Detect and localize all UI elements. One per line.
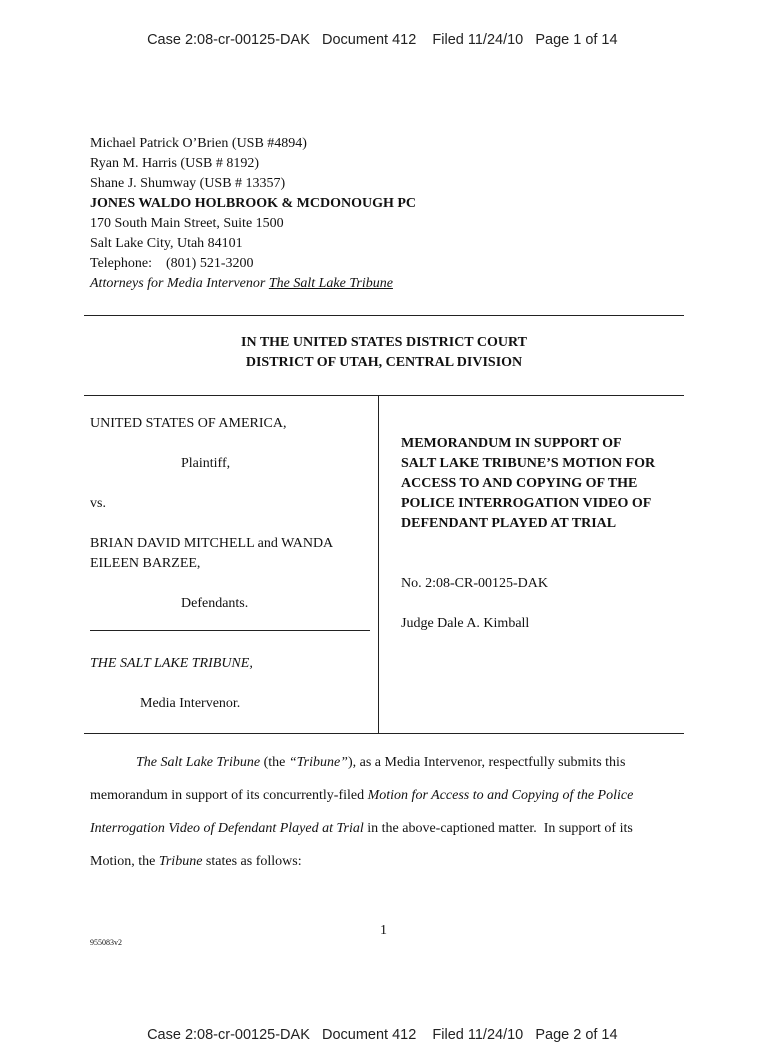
memorandum-title-line: ACCESS TO AND COPYING OF THE xyxy=(401,476,638,491)
client-name: The Salt Lake Tribune xyxy=(268,276,393,291)
court-heading xyxy=(84,333,684,373)
header-document: Document 412 xyxy=(321,1027,417,1043)
body-line-4 xyxy=(90,852,302,872)
document-id: 955083v2 xyxy=(90,938,122,947)
memorandum-title xyxy=(401,434,701,534)
body-line-3 xyxy=(90,819,633,839)
memorandum-title-line: POLICE INTERROGATION VIDEO OF xyxy=(401,496,652,511)
memorandum-title-line: SALT LAKE TRIBUNE’S MOTION FOR xyxy=(401,456,656,471)
body-text: states as follows: xyxy=(202,854,302,869)
caption-bottom-rule xyxy=(84,733,684,734)
page-number: 1 xyxy=(380,923,387,938)
court-name: IN THE UNITED STATES DISTRICT COURT xyxy=(241,335,527,350)
firm-address-line: 170 South Main Street, Suite 1500 xyxy=(90,216,284,231)
header-filed: Filed 11/24/10 xyxy=(432,32,524,48)
firm-telephone: Telephone: (801) 521-3200 xyxy=(90,256,254,271)
header-case-number: Case 2:08-cr-00125-DAK xyxy=(147,1027,310,1043)
intervenor-name: THE SALT LAKE TRIBUNE, xyxy=(90,656,253,671)
motion-title-cont: Interrogation Video of Defendant Played at Trial xyxy=(90,821,364,836)
body-text: memorandum in support of its concurrently-filed xyxy=(90,788,368,803)
memorandum-title-line: DEFENDANT PLAYED AT TRIAL xyxy=(401,516,617,531)
header-document: Document 412 xyxy=(321,32,417,48)
caption-top-rule xyxy=(84,395,684,396)
intervenor-role: Media Intervenor. xyxy=(140,696,241,711)
tribune-name: The Salt Lake Tribune xyxy=(136,755,261,770)
defendants-role: Defendants. xyxy=(181,596,249,611)
plaintiff-name: UNITED STATES OF AMERICA, xyxy=(90,416,287,431)
counsel-line: Ryan M. Harris (USB # 8192) xyxy=(90,156,259,171)
defendants-name-cont: EILEEN BARZEE, xyxy=(90,556,201,571)
court-top-rule xyxy=(84,315,684,316)
header-page: Page 1 of 14 xyxy=(535,32,618,48)
counsel-block xyxy=(90,134,416,294)
body-text: Motion, the xyxy=(90,854,159,869)
page-2-header xyxy=(139,1011,618,1043)
attorneys-for-text: Attorneys for Media Intervenor xyxy=(90,276,269,291)
attorneys-for-line xyxy=(90,274,416,294)
plaintiff-role: Plaintiff, xyxy=(181,456,231,471)
page-header xyxy=(139,16,618,48)
header-filed: Filed 11/24/10 xyxy=(432,1027,524,1043)
versus: vs. xyxy=(90,496,106,511)
header-case-number: Case 2:08-cr-00125-DAK xyxy=(147,32,310,48)
body-text: ), as a Media Intervenor, respectfully submits this xyxy=(347,755,626,770)
body-text: (the xyxy=(260,755,289,770)
law-firm-name: JONES WALDO HOLBROOK & MCDONOUGH PC xyxy=(90,196,417,211)
body-line-2 xyxy=(90,786,633,806)
counsel-line: Michael Patrick O’Brien (USB #4894) xyxy=(90,136,307,151)
tribune-short-name: Tribune xyxy=(158,854,203,869)
memorandum-title-line: MEMORANDUM IN SUPPORT OF xyxy=(401,436,622,451)
judge-name: Judge Dale A. Kimball xyxy=(401,616,530,631)
caption-divider xyxy=(378,395,379,733)
caption-party-separator xyxy=(90,630,370,631)
counsel-line: Shane J. Shumway (USB # 13357) xyxy=(90,176,286,191)
body-text: in the above-captioned matter. In support of its xyxy=(363,821,633,836)
defendants-name: BRIAN DAVID MITCHELL and WANDA xyxy=(90,536,334,551)
header-page: Page 2 of 14 xyxy=(535,1027,618,1043)
case-number: No. 2:08-CR-00125-DAK xyxy=(401,576,548,591)
court-division: DISTRICT OF UTAH, CENTRAL DIVISION xyxy=(245,355,523,370)
body-line-1 xyxy=(136,753,625,773)
tribune-short-name: “Tribune” xyxy=(288,755,348,770)
firm-address-line: Salt Lake City, Utah 84101 xyxy=(90,236,243,251)
motion-title: Motion for Access to and Copying of the Police xyxy=(367,788,634,803)
